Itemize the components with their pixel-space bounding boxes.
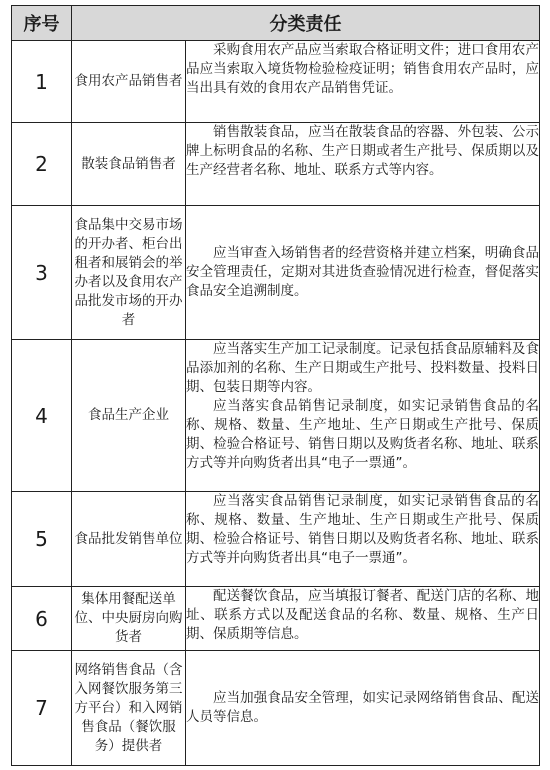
row-category: 食品生产企业	[72, 340, 186, 492]
duty-paragraph: 应当落实食品销售记录制度，如实记录销售食品的名称、规格、数量、生产地址、生产日期或生产批号、保质期、检验合格证号、销售日期以及购货者名称、地址、联系方式等并向购货者出具“电子一票通”。	[186, 398, 539, 471]
duty-paragraph: 配送餐饮食品，应当填报订餐者、配送门店的名称、地址、联系方式以及配送食品的名称、数量、规格、生产日期、保质期等信息。	[186, 588, 539, 642]
duty-paragraph: 应当审查入场销售者的经营资格并建立档案，明确食品安全管理责任，定期对其进货查验情况进行检查，督促落实食品安全追溯制度。	[186, 245, 539, 299]
row-duty	[186, 123, 540, 206]
row-category: 食品批发销售单位	[72, 492, 186, 587]
row-number: 2	[12, 123, 72, 206]
duty-paragraph: 应当落实生产加工记录制度。记录包括食品原辅料及食品添加剂的名称、生产日期或生产批号、投料数量、投料日期、包装日期等内容。	[186, 341, 539, 395]
row-number: 4	[12, 340, 72, 492]
row-duty	[186, 206, 540, 340]
row-number: 6	[12, 587, 72, 651]
duty-paragraph: 采购食用农产品应当索取合格证明文件；进口食用农产品应当索取入境货物检验检疫证明；销售食用农产品时，应当出具有效的食用农产品销售凭证。	[186, 42, 539, 96]
row-duty	[186, 492, 540, 587]
table-header-row	[12, 6, 540, 41]
table-row	[12, 340, 540, 492]
header-serial-number: 序号	[12, 6, 72, 41]
row-number: 1	[12, 41, 72, 123]
row-number: 5	[12, 492, 72, 587]
row-category: 食品集中交易市场的开办者、柜台出租者和展销会的举办者以及食用农产品批发市场的开办者	[72, 206, 186, 340]
row-duty	[186, 340, 540, 492]
duty-paragraph: 应当加强食品安全管理，如实记录网络销售食品、配送人员等信息。	[186, 690, 539, 725]
row-duty	[186, 587, 540, 651]
row-category: 散装食品销售者	[72, 123, 186, 206]
row-duty	[186, 41, 540, 123]
table-row	[12, 492, 540, 587]
table-row	[12, 587, 540, 651]
duty-paragraph: 销售散装食品，应当在散装食品的容器、外包装、公示牌上标明食品的名称、生产日期或者生产批号、保质期以及生产经营者名称、地址、联系方式等内容。	[186, 124, 539, 178]
duty-paragraph: 应当落实食品销售记录制度，如实记录销售食品的名称、规格、数量、生产地址、生产日期或生产批号、保质期、检验合格证号、销售日期以及购货者名称、地址、联系方式等并向购货者出具“电子一票通”。	[186, 493, 539, 566]
row-duty	[186, 651, 540, 766]
row-category: 集体用餐配送单位、中央厨房向购货者	[72, 587, 186, 651]
row-category: 网络销售食品（含入网餐饮服务第三方平台）和入网销售食品（餐饮服务）提供者	[72, 651, 186, 766]
responsibility-table	[11, 5, 540, 766]
row-category: 食用农产品销售者	[72, 41, 186, 123]
header-classified-responsibility: 分类责任	[72, 6, 540, 41]
table-row	[12, 123, 540, 206]
table-row	[12, 206, 540, 340]
row-number: 7	[12, 651, 72, 766]
table-row	[12, 651, 540, 766]
row-number: 3	[12, 206, 72, 340]
table-row	[12, 41, 540, 123]
